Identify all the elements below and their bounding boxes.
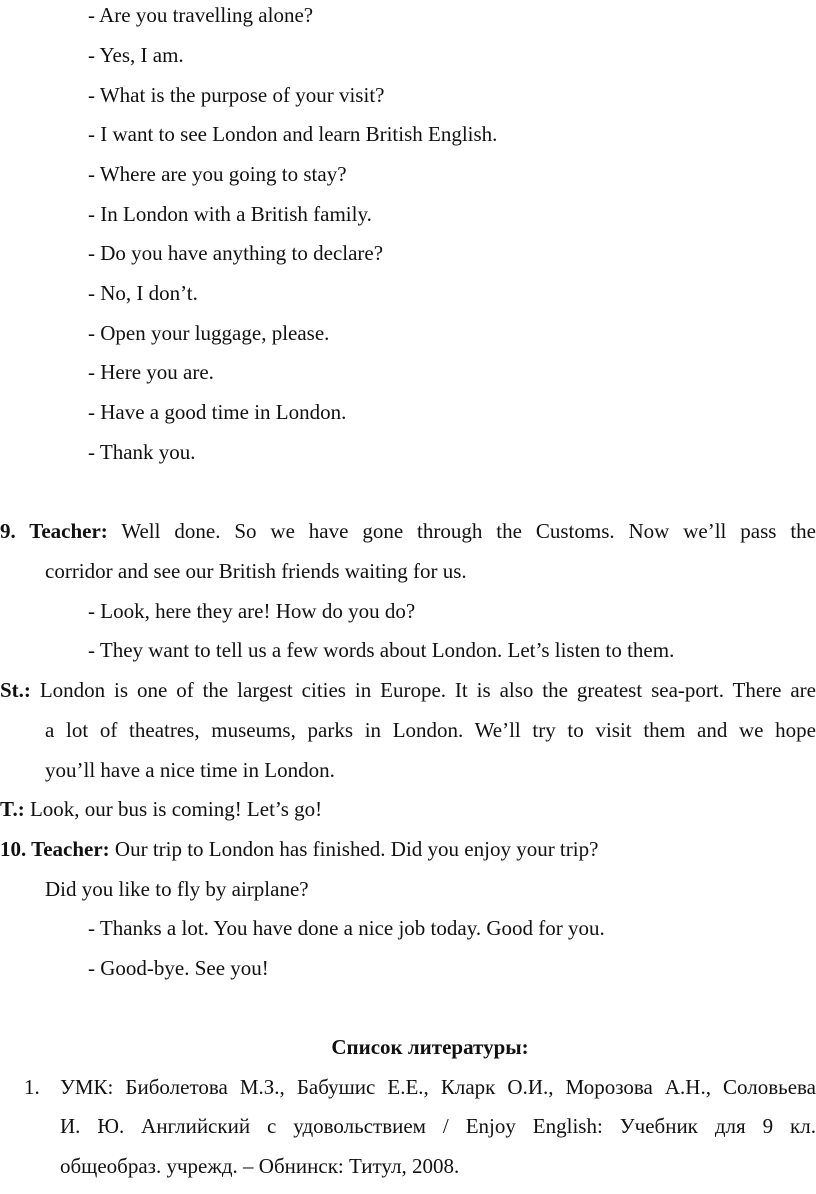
dialogue-line: - Are you travelling alone? — [88, 3, 314, 27]
student-paragraph-line1 — [0, 677, 816, 703]
student-paragraph-line2: a lot of theatres, museums, parks in London. We’ll try to visit them and we hope — [45, 718, 816, 742]
teacher-short-text: Look, our bus is coming! Let’s go! — [29, 797, 323, 821]
step10-label: 10. Teacher: — [0, 837, 110, 861]
dialogue-line: - Open your luggage, please. — [88, 321, 330, 345]
dialogue-line: - In London with a British family. — [88, 202, 372, 226]
teacher-short-label: T.: — [0, 797, 25, 821]
dialogue-line: - I want to see London and learn British English. — [88, 122, 498, 146]
dialogue-line: - Here you are. — [88, 360, 214, 384]
dialogue-line: - Have a good time in London. — [88, 400, 347, 424]
step10-text: Our trip to London has finished. Did you enjoy your trip? — [114, 837, 599, 861]
step9-paragraph-line2: corridor and see our British friends waiting for us. — [45, 559, 467, 583]
dialogue-line: - Where are you going to stay? — [88, 162, 347, 186]
step9-label: 9. Teacher: — [0, 519, 108, 543]
dialogue-line: - Thank you. — [88, 440, 196, 464]
student-text: London is one of the largest cities in Europe. It is also the greatest sea-port. There are — [39, 678, 816, 702]
dialogue-line: - They want to tell us a few words about London. Let’s listen to them. — [88, 638, 675, 662]
reference-number: 1. — [24, 1075, 40, 1099]
reference-line1: УМК: Биболетова М.З., Бабушис Е.Е., Кларк О.И., Морозова А.Н., Соловьева — [60, 1075, 816, 1099]
dialogue-line: - Good-bye. See you! — [88, 956, 269, 980]
step9-text: Well done. So we have gone through the Customs. Now we’ll pass the — [121, 519, 816, 543]
dialogue-line: - Look, here they are! How do you do? — [88, 599, 416, 623]
student-paragraph-line3: you’ll have a nice time in London. — [45, 758, 335, 782]
dialogue-line: - What is the purpose of your visit? — [88, 83, 385, 107]
step9-paragraph-line1 — [0, 518, 816, 544]
dialogue-line: - Thanks a lot. You have done a nice job today. Good for you. — [88, 916, 605, 940]
teacher-short-line — [0, 796, 322, 822]
step10-paragraph-line1 — [0, 836, 598, 862]
reference-line2: И. Ю. Английский с удовольствием / Enjoy English: Учебник для 9 кл. — [60, 1114, 816, 1138]
student-label: St.: — [0, 678, 31, 702]
dialogue-line: - Yes, I am. — [88, 43, 184, 67]
dialogue-line: - No, I don’t. — [88, 281, 198, 305]
dialogue-line: - Do you have anything to declare? — [88, 241, 384, 265]
step10-paragraph-line2: Did you like to fly by airplane? — [45, 877, 309, 901]
reference-line3: общеобраз. учрежд. – Обнинск: Титул, 2008. — [60, 1154, 460, 1178]
references-title: Список литературы: — [331, 1035, 529, 1059]
